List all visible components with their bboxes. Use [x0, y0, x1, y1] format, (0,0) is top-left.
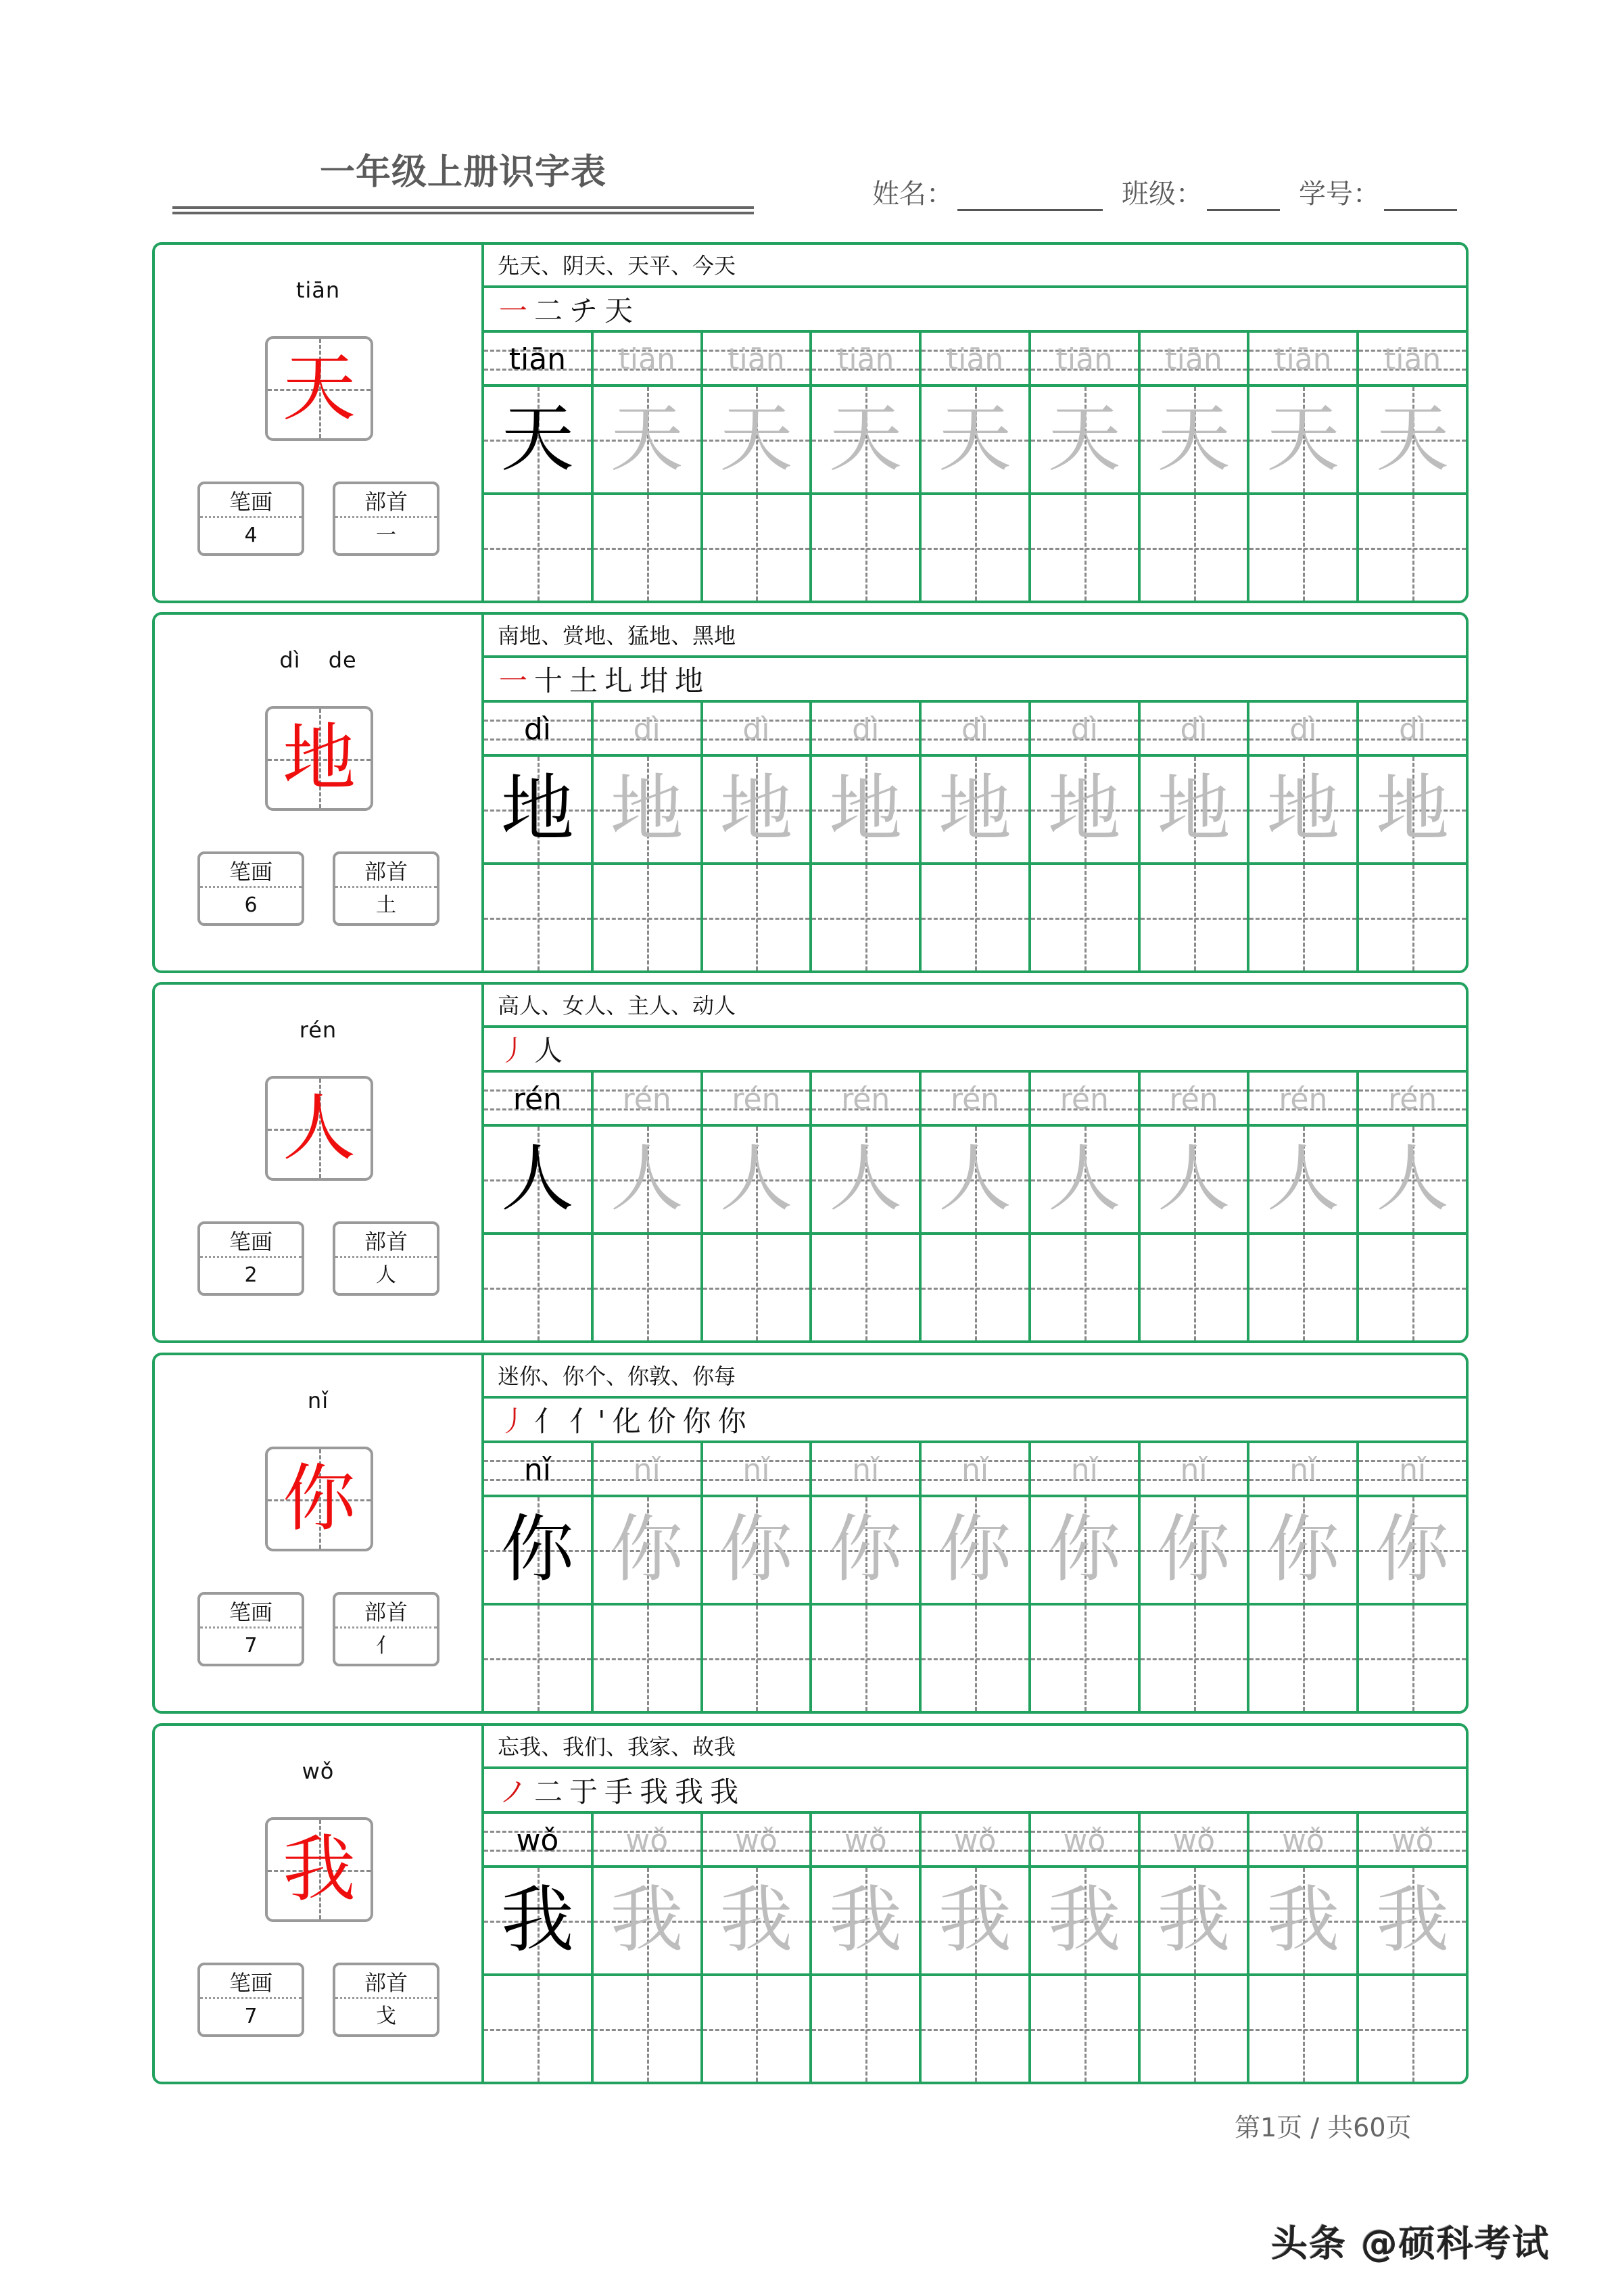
- name-field[interactable]: [957, 179, 1103, 211]
- char-trace-cell[interactable]: 人: [1249, 1127, 1359, 1232]
- blank-writing-cell[interactable]: [1249, 865, 1359, 970]
- stroke-count-value: 6: [244, 893, 258, 917]
- character-card: [152, 982, 1469, 1343]
- pinyin-trace-cell[interactable]: rén: [1141, 1073, 1250, 1124]
- blank-writing-cell[interactable]: [1359, 495, 1466, 601]
- blank-writing-cell[interactable]: [1141, 1606, 1250, 1711]
- blank-writing-cell[interactable]: [1359, 1606, 1466, 1711]
- practice-grid: [484, 245, 1466, 601]
- main-character: 人: [282, 1085, 356, 1171]
- stroke-count-box: [197, 482, 304, 556]
- radical-value: 亻: [376, 1634, 396, 1658]
- blank-writing-cell[interactable]: [1031, 495, 1141, 601]
- blank-writing-cell[interactable]: [1141, 495, 1250, 601]
- example-words: 忘我、我们、我家、故我: [484, 1726, 1466, 1769]
- pinyin-trace-cell[interactable]: nǐ: [922, 1443, 1031, 1495]
- pinyin-model-cell: wǒ: [484, 1814, 594, 1865]
- blank-writing-cell[interactable]: [484, 1606, 594, 1711]
- char-trace-cell[interactable]: 人: [922, 1127, 1031, 1232]
- radical-box: [333, 1221, 439, 1296]
- char-trace-cell[interactable]: 地: [812, 757, 922, 862]
- character-info-panel: [155, 1726, 484, 2082]
- blank-practice-row: [484, 865, 1466, 970]
- pinyin-trace-cell[interactable]: tiān: [1359, 333, 1466, 384]
- student-info: [872, 172, 1457, 211]
- pinyin-trace-cell[interactable]: wǒ: [1249, 1814, 1359, 1865]
- char-trace-cell[interactable]: 我: [1359, 1868, 1466, 1973]
- pinyin-trace-cell[interactable]: nǐ: [594, 1443, 703, 1495]
- character-info-panel: [155, 245, 484, 601]
- practice-grid: [484, 985, 1466, 1340]
- blank-writing-cell[interactable]: [922, 1976, 1031, 2082]
- blank-writing-cell[interactable]: [922, 1235, 1031, 1340]
- char-trace-cell[interactable]: 你: [812, 1497, 922, 1603]
- stroke-step: 你: [682, 1405, 711, 1438]
- stroke-step: 化: [612, 1405, 641, 1438]
- stroke-step: ノ: [499, 1775, 528, 1808]
- radical-value: 土: [376, 893, 396, 917]
- character-card: [152, 1353, 1469, 1714]
- pinyin-practice-row: [484, 1073, 1466, 1127]
- blank-writing-cell[interactable]: [484, 1976, 594, 2082]
- stroke-count-box: [197, 1221, 304, 1296]
- stroke-count-label: 笔画: [200, 854, 302, 888]
- char-trace-cell[interactable]: 天: [1031, 387, 1141, 492]
- radical-label: 部首: [335, 1595, 437, 1629]
- student-no-field[interactable]: [1384, 179, 1457, 211]
- blank-writing-cell[interactable]: [922, 1606, 1031, 1711]
- blank-writing-cell[interactable]: [484, 495, 594, 601]
- pinyin-trace-cell[interactable]: dì: [1359, 703, 1466, 754]
- stroke-step: 土: [569, 664, 598, 697]
- blank-writing-cell[interactable]: [1249, 1606, 1359, 1711]
- pinyin-trace-cell[interactable]: tiān: [922, 333, 1031, 384]
- radical-value: 一: [376, 523, 396, 547]
- pinyin-practice-row: [484, 333, 1466, 387]
- char-model-cell: 你: [484, 1497, 594, 1603]
- char-trace-cell[interactable]: 你: [703, 1497, 813, 1603]
- pinyin-trace-cell[interactable]: dì: [1249, 703, 1359, 754]
- blank-practice-row: [484, 1606, 1466, 1711]
- name-label: 姓名：: [872, 179, 953, 210]
- blank-writing-cell[interactable]: [594, 1235, 703, 1340]
- title-underline: [172, 206, 754, 209]
- pinyin-trace-cell[interactable]: nǐ: [812, 1443, 922, 1495]
- char-trace-cell[interactable]: 地: [1359, 757, 1466, 862]
- char-trace-cell[interactable]: 我: [812, 1868, 922, 1973]
- radical-box: [333, 1963, 439, 2037]
- tian-zi-grid: [265, 336, 373, 441]
- pinyin-trace-cell[interactable]: dì: [1141, 703, 1250, 754]
- character-info-panel: [155, 615, 484, 970]
- stroke-count-value: 7: [244, 1634, 258, 1658]
- blank-writing-cell[interactable]: [1031, 1235, 1141, 1340]
- char-trace-cell[interactable]: 人: [1141, 1127, 1250, 1232]
- pinyin-trace-cell[interactable]: tiān: [1141, 333, 1250, 384]
- practice-grid: [484, 615, 1466, 970]
- stroke-count-value: 2: [244, 1263, 258, 1287]
- radical-box: [333, 482, 439, 556]
- char-model-cell: 天: [484, 387, 594, 492]
- character-info-panel: [155, 1355, 484, 1711]
- blank-writing-cell[interactable]: [703, 1606, 813, 1711]
- char-trace-cell[interactable]: 地: [1141, 757, 1250, 862]
- char-model-cell: 地: [484, 757, 594, 862]
- character-card: [152, 1723, 1469, 2084]
- character-practice-row: [484, 1497, 1466, 1606]
- pinyin-trace-cell[interactable]: wǒ: [703, 1814, 813, 1865]
- pinyin-trace-cell[interactable]: wǒ: [594, 1814, 703, 1865]
- class-field[interactable]: [1207, 179, 1280, 211]
- blank-practice-row: [484, 1235, 1466, 1340]
- pinyin-model-cell: rén: [484, 1073, 594, 1124]
- pinyin-trace-cell[interactable]: tiān: [703, 333, 813, 384]
- stroke-step: 你: [717, 1405, 746, 1438]
- char-trace-cell[interactable]: 我: [922, 1868, 1031, 1973]
- radical-value: 人: [376, 1263, 396, 1287]
- stroke-count-label: 笔画: [200, 1965, 302, 1999]
- stroke-count-box: [197, 1592, 304, 1666]
- stroke-order-row: [484, 288, 1466, 333]
- title-underline-second: [172, 212, 754, 214]
- character-info-panel: [155, 985, 484, 1340]
- example-words: 高人、女人、主人、动人: [484, 985, 1466, 1028]
- stroke-count-label: 笔画: [200, 484, 302, 518]
- pinyin-trace-cell[interactable]: dì: [703, 703, 813, 754]
- char-trace-cell[interactable]: 你: [1359, 1497, 1466, 1603]
- stroke-step: 一: [499, 664, 528, 697]
- radical-label: 部首: [335, 854, 437, 888]
- pinyin-trace-cell[interactable]: rén: [1031, 1073, 1141, 1124]
- char-trace-cell[interactable]: 你: [1031, 1497, 1141, 1603]
- pinyin-trace-cell[interactable]: rén: [1249, 1073, 1359, 1124]
- pinyin-trace-cell[interactable]: wǒ: [1031, 1814, 1141, 1865]
- stroke-step: 价: [647, 1405, 676, 1438]
- pinyin-trace-cell[interactable]: nǐ: [703, 1443, 813, 1495]
- stroke-order-row: [484, 1028, 1466, 1073]
- pinyin-trace-cell[interactable]: nǐ: [1031, 1443, 1141, 1495]
- char-trace-cell[interactable]: 天: [1359, 387, 1466, 492]
- pinyin-trace-cell[interactable]: rén: [1359, 1073, 1466, 1124]
- main-character: 你: [282, 1456, 356, 1541]
- stroke-order-row: [484, 1399, 1466, 1443]
- char-trace-cell[interactable]: 你: [1249, 1497, 1359, 1603]
- char-trace-cell[interactable]: 人: [1359, 1127, 1466, 1232]
- blank-writing-cell[interactable]: [703, 495, 813, 601]
- pinyin-trace-cell[interactable]: rén: [922, 1073, 1031, 1124]
- character-pinyin: wǒ: [302, 1758, 335, 1784]
- blank-writing-cell[interactable]: [1031, 1606, 1141, 1711]
- char-trace-cell[interactable]: 天: [922, 387, 1031, 492]
- stroke-step: 地: [675, 664, 704, 697]
- character-pinyin: dì de: [279, 647, 357, 673]
- student-no-label: 学号：: [1299, 179, 1380, 210]
- char-trace-cell[interactable]: 你: [594, 1497, 703, 1603]
- radical-label: 部首: [335, 1965, 437, 1999]
- example-words: 南地、赏地、猛地、黑地: [484, 615, 1466, 658]
- pinyin-trace-cell[interactable]: tiān: [1031, 333, 1141, 384]
- character-pinyin: tiān: [295, 277, 341, 303]
- stroke-count-label: 笔画: [200, 1595, 302, 1629]
- pinyin-trace-cell[interactable]: rén: [703, 1073, 813, 1124]
- char-trace-cell[interactable]: 天: [1249, 387, 1359, 492]
- char-trace-cell[interactable]: 我: [1031, 1868, 1141, 1973]
- char-trace-cell[interactable]: 人: [1031, 1127, 1141, 1232]
- blank-writing-cell[interactable]: [594, 1976, 703, 2082]
- pinyin-model-cell: tiān: [484, 333, 594, 384]
- radical-value: 戈: [376, 2005, 396, 2028]
- pinyin-trace-cell[interactable]: tiān: [594, 333, 703, 384]
- pinyin-model-cell: dì: [484, 703, 594, 754]
- character-practice-row: [484, 387, 1466, 495]
- blank-writing-cell[interactable]: [1359, 1976, 1466, 2082]
- pinyin-trace-cell[interactable]: rén: [594, 1073, 703, 1124]
- page-indicator: 第1页 / 共60页: [1235, 2113, 1412, 2142]
- example-words: 迷你、你个、你敦、你每: [484, 1355, 1466, 1399]
- stroke-step: 二: [534, 1775, 563, 1808]
- blank-writing-cell[interactable]: [1031, 1976, 1141, 2082]
- character-pinyin: nǐ: [307, 1388, 329, 1413]
- blank-writing-cell[interactable]: [812, 1235, 922, 1340]
- blank-writing-cell[interactable]: [812, 495, 922, 601]
- blank-writing-cell[interactable]: [1249, 495, 1359, 601]
- stroke-step: 亻: [534, 1405, 563, 1438]
- char-trace-cell[interactable]: 地: [1249, 757, 1359, 862]
- blank-writing-cell[interactable]: [1359, 1235, 1466, 1340]
- class-label: 班级：: [1122, 179, 1203, 210]
- stroke-count-box: [197, 851, 304, 926]
- stroke-step: 亻': [569, 1405, 606, 1438]
- blank-writing-cell[interactable]: [1141, 1235, 1250, 1340]
- blank-writing-cell[interactable]: [484, 865, 594, 970]
- stroke-count-label: 笔画: [200, 1224, 302, 1258]
- pinyin-practice-row: [484, 1814, 1466, 1868]
- character-card: [152, 242, 1469, 603]
- blank-writing-cell[interactable]: [703, 1235, 813, 1340]
- char-model-cell: 人: [484, 1127, 594, 1232]
- char-trace-cell[interactable]: 人: [703, 1127, 813, 1232]
- char-trace-cell[interactable]: 地: [922, 757, 1031, 862]
- blank-writing-cell[interactable]: [922, 495, 1031, 601]
- stroke-count-value: 4: [244, 523, 258, 547]
- char-trace-cell[interactable]: 地: [703, 757, 813, 862]
- blank-writing-cell[interactable]: [1249, 1976, 1359, 2082]
- stroke-count-value: 7: [244, 2005, 258, 2028]
- pinyin-trace-cell[interactable]: wǒ: [1141, 1814, 1250, 1865]
- char-trace-cell[interactable]: 地: [594, 757, 703, 862]
- char-trace-cell[interactable]: 天: [812, 387, 922, 492]
- pinyin-trace-cell[interactable]: rén: [812, 1073, 922, 1124]
- blank-practice-row: [484, 495, 1466, 601]
- blank-writing-cell[interactable]: [594, 1606, 703, 1711]
- tian-zi-grid: [265, 706, 373, 811]
- main-character: 天: [282, 346, 356, 431]
- watermark: 头条 @硕科考试: [1271, 2222, 1550, 2265]
- practice-grid: [484, 1355, 1466, 1711]
- pinyin-trace-cell[interactable]: dì: [922, 703, 1031, 754]
- blank-writing-cell[interactable]: [703, 1976, 813, 2082]
- character-practice-row: [484, 757, 1466, 865]
- radical-box: [333, 1592, 439, 1666]
- char-trace-cell[interactable]: 地: [1031, 757, 1141, 862]
- char-trace-cell[interactable]: 天: [594, 387, 703, 492]
- pinyin-trace-cell[interactable]: tiān: [812, 333, 922, 384]
- stroke-step: 我: [640, 1775, 669, 1808]
- stroke-step: チ: [569, 294, 598, 327]
- pinyin-trace-cell[interactable]: tiān: [1249, 333, 1359, 384]
- pinyin-practice-row: [484, 1443, 1466, 1497]
- stroke-step: 天: [604, 294, 634, 327]
- blank-writing-cell[interactable]: [812, 865, 922, 970]
- pinyin-trace-cell[interactable]: wǒ: [812, 1814, 922, 1865]
- stroke-order-row: [484, 658, 1466, 703]
- char-trace-cell[interactable]: 你: [1141, 1497, 1250, 1603]
- stroke-step: 坩: [640, 664, 669, 697]
- stroke-count-box: [197, 1963, 304, 2037]
- stroke-step: 圠: [604, 664, 634, 697]
- char-model-cell: 我: [484, 1868, 594, 1973]
- stroke-step: 丿: [499, 1034, 528, 1067]
- example-words: 先天、阴天、天平、今天: [484, 245, 1466, 288]
- stroke-step: 二: [534, 294, 563, 327]
- character-card: [152, 612, 1469, 973]
- pinyin-practice-row: [484, 703, 1466, 757]
- worksheet-header: [172, 145, 754, 214]
- pinyin-trace-cell[interactable]: nǐ: [1141, 1443, 1250, 1495]
- pinyin-trace-cell[interactable]: dì: [1031, 703, 1141, 754]
- stroke-order-row: [484, 1769, 1466, 1814]
- character-practice-row: [484, 1868, 1466, 1976]
- tian-zi-grid: [265, 1817, 373, 1922]
- tian-zi-grid: [265, 1076, 373, 1181]
- practice-grid: [484, 1726, 1466, 2082]
- pinyin-trace-cell[interactable]: nǐ: [1249, 1443, 1359, 1495]
- page-title: 一年级上册识字表: [319, 152, 606, 193]
- tian-zi-grid: [265, 1447, 373, 1551]
- character-practice-row: [484, 1127, 1466, 1235]
- main-character: 地: [282, 716, 356, 801]
- blank-writing-cell[interactable]: [1359, 865, 1466, 970]
- char-trace-cell[interactable]: 我: [1249, 1868, 1359, 1973]
- pinyin-model-cell: nǐ: [484, 1443, 594, 1495]
- char-trace-cell[interactable]: 人: [594, 1127, 703, 1232]
- stroke-step: 人: [534, 1034, 563, 1067]
- radical-label: 部首: [335, 484, 437, 518]
- main-character: 我: [282, 1827, 356, 1912]
- blank-writing-cell[interactable]: [1141, 865, 1250, 970]
- char-trace-cell[interactable]: 天: [1141, 387, 1250, 492]
- char-trace-cell[interactable]: 我: [703, 1868, 813, 1973]
- blank-writing-cell[interactable]: [594, 865, 703, 970]
- char-trace-cell[interactable]: 天: [703, 387, 813, 492]
- blank-writing-cell[interactable]: [1249, 1235, 1359, 1340]
- radical-box: [333, 851, 439, 926]
- blank-writing-cell[interactable]: [484, 1235, 594, 1340]
- stroke-step: 手: [604, 1775, 634, 1808]
- stroke-step: 一: [499, 294, 528, 327]
- pinyin-trace-cell[interactable]: wǒ: [1359, 1814, 1466, 1865]
- radical-label: 部首: [335, 1224, 437, 1258]
- blank-writing-cell[interactable]: [922, 865, 1031, 970]
- char-trace-cell[interactable]: 人: [812, 1127, 922, 1232]
- blank-writing-cell[interactable]: [703, 865, 813, 970]
- char-trace-cell[interactable]: 你: [922, 1497, 1031, 1603]
- blank-writing-cell[interactable]: [1141, 1976, 1250, 2082]
- char-trace-cell[interactable]: 我: [1141, 1868, 1250, 1973]
- character-pinyin: rén: [299, 1017, 337, 1043]
- blank-writing-cell[interactable]: [812, 1976, 922, 2082]
- blank-writing-cell[interactable]: [812, 1606, 922, 1711]
- stroke-step: 十: [534, 664, 563, 697]
- char-trace-cell[interactable]: 我: [594, 1868, 703, 1973]
- blank-writing-cell[interactable]: [594, 495, 703, 601]
- pinyin-trace-cell[interactable]: dì: [594, 703, 703, 754]
- stroke-step: 我: [675, 1775, 704, 1808]
- pinyin-trace-cell[interactable]: wǒ: [922, 1814, 1031, 1865]
- pinyin-trace-cell[interactable]: dì: [812, 703, 922, 754]
- stroke-step: 我: [710, 1775, 739, 1808]
- stroke-step: 于: [569, 1775, 598, 1808]
- pinyin-trace-cell[interactable]: nǐ: [1359, 1443, 1466, 1495]
- blank-practice-row: [484, 1976, 1466, 2082]
- blank-writing-cell[interactable]: [1031, 865, 1141, 970]
- stroke-step: 丿: [499, 1405, 528, 1438]
